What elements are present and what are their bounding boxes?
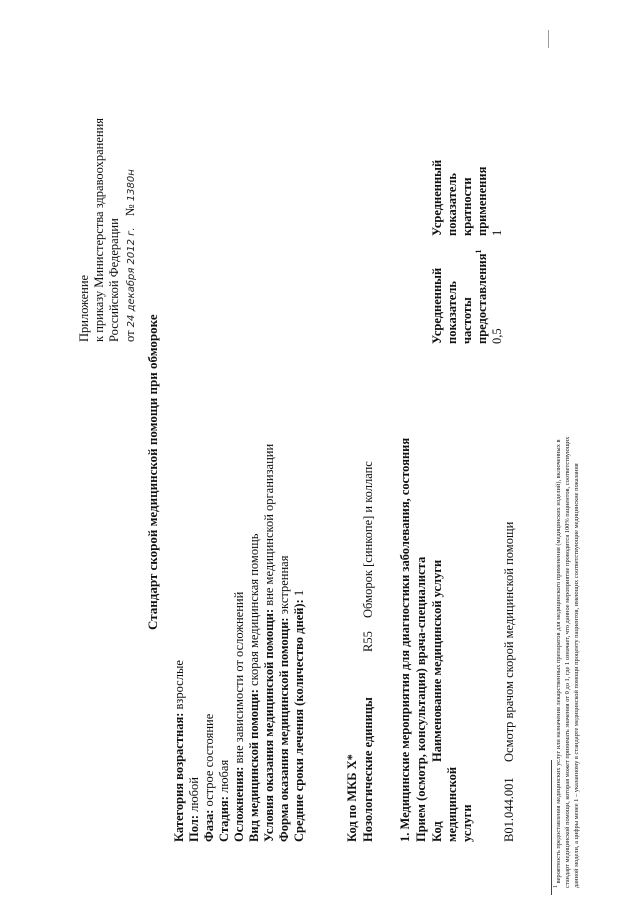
header-date-prefix: от (123, 330, 137, 342)
row-freq: 0,5 (490, 328, 504, 344)
header-line-1: Приложение (77, 274, 91, 342)
col-header-code-3: услуги (460, 804, 474, 842)
param-complications: Осложнения: вне зависимости от осложнений (232, 591, 246, 842)
param-phase: Фаза: острое состояние (202, 713, 216, 842)
header-number-label: № (123, 204, 137, 217)
col-header-mult-1: Усредненный (430, 159, 444, 236)
col-header-mult-3: кратности (460, 177, 474, 236)
header-line-3: Российской Федерации (107, 218, 121, 342)
col-header-freq-4: предоставления$^1$ (473, 249, 489, 344)
param-care-type: Вид медицинской помощи: скорая медицинская помощь (247, 533, 261, 842)
row-code: B01.044.001 (502, 777, 516, 842)
footnote-separator (551, 760, 552, 895)
param-sex: Пол: любой (187, 777, 201, 842)
param-care-conditions: Условия оказания медицинской помощи: вне медицинской организации (262, 443, 276, 842)
icd-heading: Код по МКБ X* (345, 754, 359, 842)
footnote-ref: 1 (473, 249, 483, 254)
header-number-handwritten: 1380н (126, 169, 137, 202)
footnote-line-1: 1 вероятность предоставления медицинских услуг или назначения лекарственных препаратов для медицинского применения (медицинских изделий), включенных в (552, 439, 562, 888)
section-heading: 1. Медицинские мероприятия для диагностики заболевания, состояния (398, 437, 412, 842)
param-care-form: Форма оказания медицинской помощи: экстренная (277, 555, 291, 842)
icd-units-label: Нозологические единицы (361, 697, 375, 842)
param-duration: Средние сроки лечения (количество дней): 1 (292, 589, 306, 842)
header-date-handwritten: 24 декабря 2012 г. (126, 227, 137, 328)
col-header-freq-3: частоты (460, 297, 474, 344)
page-title: Стандарт скорой медицинской помощи при обмороке (145, 314, 160, 630)
icd-name: Обморок [синкопе] и коллапс (361, 461, 375, 618)
icd-code: R55 (361, 631, 375, 652)
footnote-line-3: данной модели, а цифры менее 1 – указанному в стандарте медицинской помощи проценту пациентов, имеющих соответствующие медицинские показания (573, 463, 580, 888)
param-stage: Стадия: любая (217, 759, 231, 842)
col-header-freq-1: Усредненный (430, 267, 444, 344)
row-name: Осмотр врачом скорой медицинской помощи (502, 521, 516, 762)
col-header-name: Наименование медицинской услуги (430, 559, 444, 762)
col-header-freq-2: показатель (445, 281, 459, 344)
header-line-2: к приказу Министерства здравоохранения (92, 117, 106, 342)
section-subheading: Прием (осмотр, консультация) врача-специалиста (414, 556, 428, 842)
footnote-mark: 1 (552, 885, 559, 888)
col-header-mult-2: показатель (445, 173, 459, 236)
scan-noise (548, 30, 549, 48)
col-header-code-1: Код (430, 821, 444, 842)
param-age: Категория возрастная: взрослые (172, 660, 186, 842)
col-header-code-2: медицинской (445, 766, 459, 842)
header-line-4 (123, 169, 139, 342)
row-mult: 1 (490, 229, 504, 236)
col-header-mult-4: применения (475, 166, 489, 236)
footnote-line-2: стандарт медицинской помощи, которая может принимать значения от 0 до 1, где 1 означает, что данное мероприятие проводится 100% пациентов, соответствующих (564, 436, 571, 888)
